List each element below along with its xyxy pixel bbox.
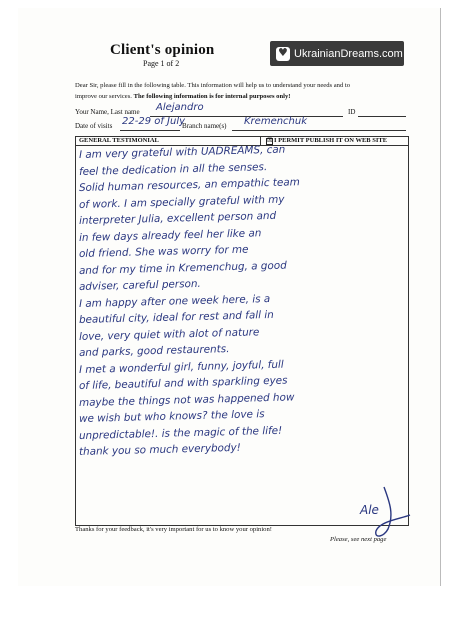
name-value: Alejandro [156, 102, 204, 113]
testimonial-text [78, 143, 405, 461]
permit-label: I PERMIT PUBLISH IT ON WEB SITE [274, 137, 388, 144]
date-label: Date of visits [75, 122, 113, 130]
signature-flourish [366, 485, 416, 545]
intro-line-2 [75, 91, 405, 102]
page-number: Page 1 of 2 [143, 59, 180, 68]
testimonial-line: maybe the things not was happened how [78, 390, 295, 409]
permit-checkbox[interactable]: ☒ [267, 138, 273, 144]
testimonial-line: adviser, careful person. [78, 277, 201, 293]
testimonial-line: thank you so much everybody! [78, 441, 242, 458]
heart-icon [276, 47, 290, 61]
date-value: 22-29 of July [122, 116, 186, 127]
testimonial-box [75, 136, 409, 526]
testimonial-line: beautiful city, ideal for rest and fall in [78, 308, 274, 326]
page-title: Client's opinion [110, 42, 215, 58]
testimonial-line: feel the dedication in all the senses. [78, 160, 268, 178]
signature: Ale [360, 503, 379, 517]
intro-line-2a: improve our services. [75, 93, 134, 100]
testimonial-line: and for my time in Kremenchug, a good [78, 259, 287, 277]
testimonial-line: and parks, good restaurents. [78, 343, 230, 359]
testimonial-line: I am happy after one week here, is a [78, 292, 271, 310]
intro-text [75, 80, 405, 102]
testimonial-line: I met a wonderful girl, funny, joyful, full [78, 358, 284, 376]
testimonial-line: love, very quiet with alot of nature [78, 325, 260, 343]
brand-logo [270, 41, 404, 66]
intro-line-1: Dear Sir, please fill in the following table. This information will help us to understand your needs and to [75, 82, 351, 89]
footer-thanks: Thanks for your feedback, it's very important for us to know your opinion! [75, 525, 407, 533]
testimonial-line: we wish but who knows? the love is [78, 408, 265, 425]
next-page-link[interactable]: Please, see next page [330, 536, 387, 543]
name-label: Your Name, Last name [75, 108, 140, 116]
logo-text: UkrainianDreams.com [294, 47, 403, 60]
testimonial-line: in few days already feel her like an [78, 226, 262, 244]
id-label: ID [348, 108, 356, 116]
testimonial-line: old friend. She was worry for me [78, 243, 249, 260]
testimonial-line: Solid human resources, an empathic team [78, 176, 300, 194]
id-field[interactable] [358, 106, 406, 117]
intro-line-2b: The following information is for internal purposes only! [133, 93, 291, 100]
testimonial-line: of work. I am specially grateful with my [78, 193, 285, 211]
testimonial-heading: GENERAL TESTIMONIAL [79, 137, 159, 144]
testimonial-line: unpredictable!. is the magic of the life! [78, 424, 283, 442]
branch-label: Branch name(s) [182, 122, 227, 130]
branch-value: Kremenchuk [244, 116, 308, 127]
testimonial-line: I am very grateful with UADREAMS, can [78, 143, 286, 161]
testimonial-line: of life, beautiful and with sparkling eyes [78, 374, 288, 392]
testimonial-line: interpreter Julia, excellent person and [78, 209, 277, 227]
